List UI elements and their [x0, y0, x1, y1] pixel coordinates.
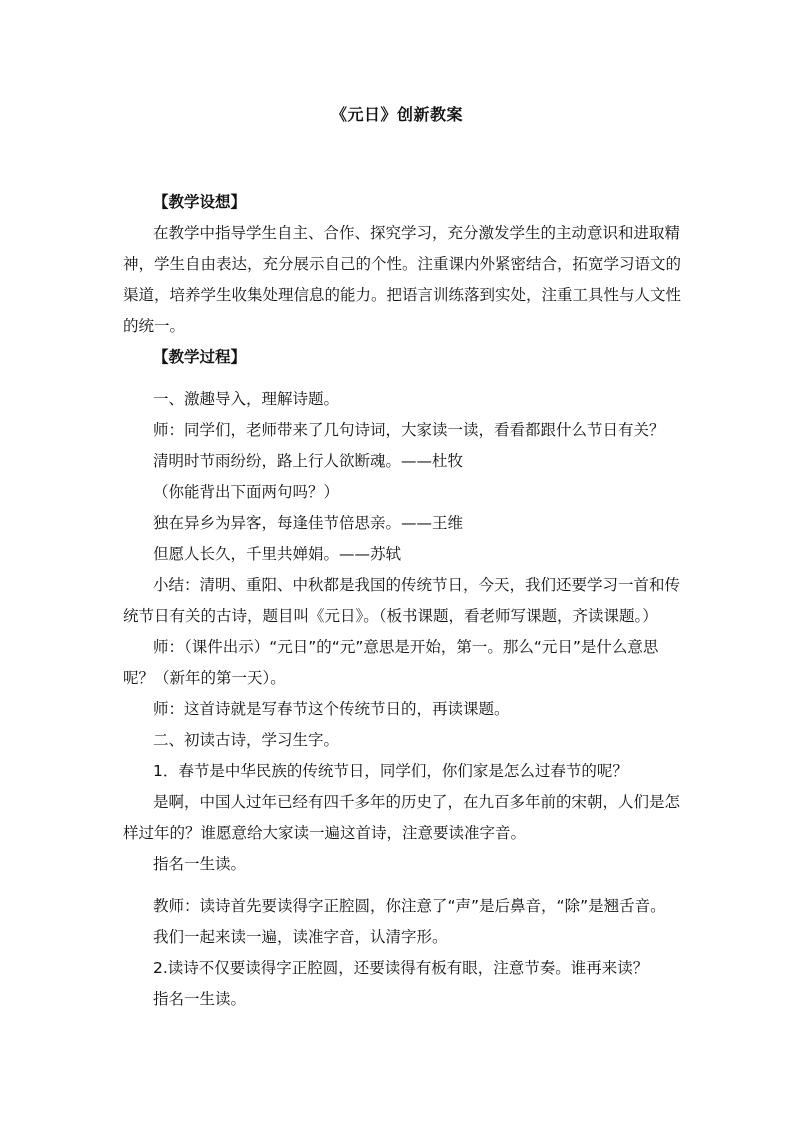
- paragraph: 我们一起来读一遍，读准字音，认清字形。: [153, 928, 448, 946]
- paragraph: 指名一生读。: [153, 855, 247, 873]
- paragraph: 一、激趣导入，理解诗题。: [153, 390, 340, 408]
- paragraph: 二、初读古诗，学习生字。: [153, 731, 340, 749]
- paragraph: 是啊，中国人过年已经有四千多年的历史了，在九百多年前的宋朝，人们是怎样过年的？谁愿意给大家读一遍这首诗，注意要读准字音。: [123, 793, 681, 842]
- paragraph: 师：（课件出示）“元日”的“元”意思是开始，第一。那么“元日”是什么意思呢？（新年的第一天）。: [123, 638, 659, 687]
- paragraph: 2.读诗不仅要读得字正腔圆，还要读得有板有眼，注意节奏。谁再来读？: [153, 959, 649, 977]
- paragraph: 独在异乡为异客，每逢佳节倍思亲。——王维: [153, 514, 464, 532]
- section-heading-teaching-process: 【教学过程】: [153, 348, 247, 366]
- paragraph: 师：同学们，老师带来了几句诗词，大家读一读，看看都跟什么节日有关？: [153, 421, 665, 439]
- document-title: 《元日》创新教案: [330, 105, 463, 124]
- paragraph: 1．春节是中华民族的传统节日，同学们，你们家是怎么过春节的呢？: [153, 762, 628, 780]
- teaching-design-paragraph: 在教学中指导学生自主、合作、探究学习，充分激发学生的主动意识和进取精神，学生自由表达，充分展示自己的个性。注重课内外紧密结合，拓宽学习语文的渠道，培养学生收集处理信息的能力。把语言训练落到实处，注重工具性与人文性的统一。: [123, 224, 682, 335]
- paragraph: 清明时节雨纷纷，路上行人欲断魂。——杜牧: [153, 452, 464, 470]
- paragraph: 小结：清明、重阳、中秋都是我国的传统节日，今天，我们还要学习一首和传统节日有关的古诗，题目叫《元日》。（板书课题，看老师写课题，齐读课题。）: [123, 576, 681, 625]
- document-body: [123, 187, 689, 1015]
- section-heading-teaching-design: 【教学设想】: [153, 193, 247, 211]
- paragraph: 指名一生读。: [153, 990, 247, 1008]
- paragraph: 但愿人长久，千里共婵娟。——苏轼: [153, 545, 402, 563]
- paragraph: （你能背出下面两句吗？）: [153, 483, 340, 501]
- paragraph: 教师：读诗首先要读得字正腔圆，你注意了“声”是后鼻音，“除”是翘舌音。: [153, 897, 666, 915]
- paragraph: 师：这首诗就是写春节这个传统节日的，再读课题。: [153, 700, 510, 718]
